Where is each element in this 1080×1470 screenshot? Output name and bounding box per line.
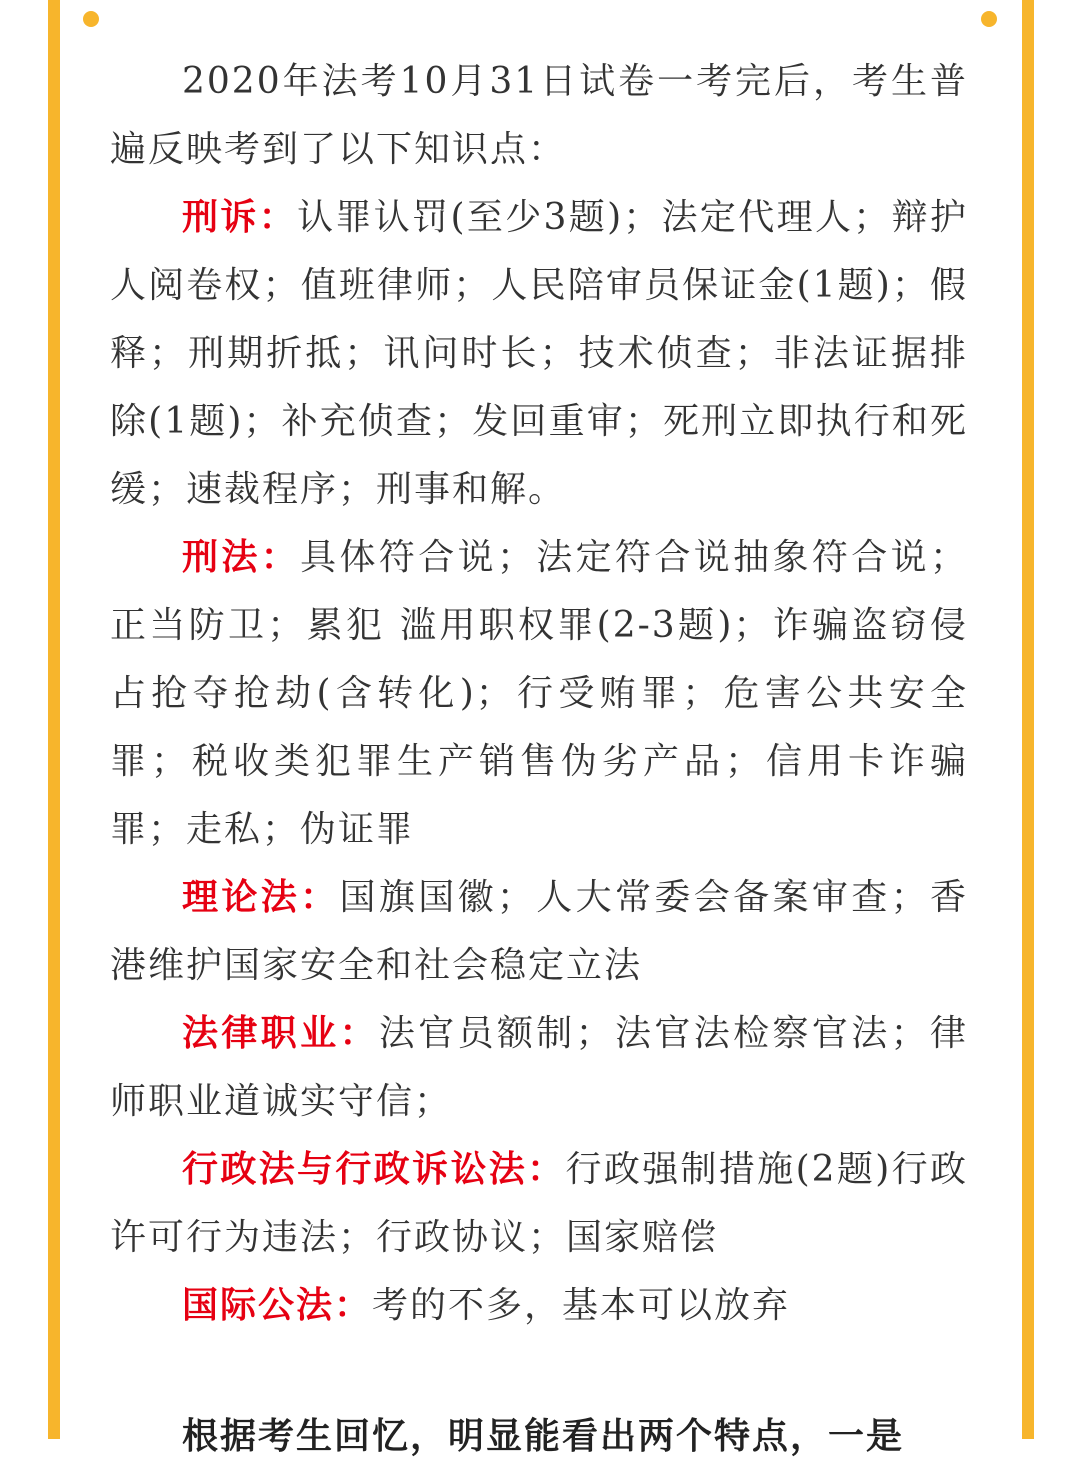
section-label: 刑法： [182, 537, 301, 578]
frame-left-border [48, 0, 60, 1439]
intro-paragraph: 2020年法考10月31日试卷一考完后，考生普遍反映考到了以下知识点： [110, 61, 968, 170]
section-text: 认罪认罚(至少3题)；法定代理人；辩护人阅卷权；值班律师；人民陪审员保证金(1题)；假释；刑期折抵；讯问时长；技术侦查；非法证据排除(1题)；补充侦查；发回重审；死刑立即执行和死缓；速裁程序；刑事和解。 [110, 197, 968, 510]
section-legal-theory [110, 864, 968, 1000]
section-text: 行政强制措施(2题)行政许可行为违法；行政协议；国家赔偿 [110, 1149, 968, 1258]
corner-dot-left [83, 11, 99, 27]
section-text: 考的不多，基本可以放弃 [372, 1285, 791, 1326]
article-body [110, 48, 968, 1340]
frame-right-border [1022, 0, 1034, 1439]
section-text: 法官员额制；法官法检察官法；律师职业道诚实守信； [110, 1013, 968, 1122]
section-text: 国旗国徽；人大常委会备案审查；香港维护国家安全和社会稳定立法 [110, 877, 968, 986]
section-label: 行政法与行政诉讼法： [182, 1149, 566, 1190]
trailing-paragraph-cut: 根据考生回忆，明显能看出两个特点，一是 [182, 1415, 905, 1457]
section-label: 法律职业： [182, 1013, 379, 1054]
section-criminal-procedure [110, 184, 968, 524]
section-label: 国际公法： [182, 1285, 373, 1326]
section-label: 理论法： [182, 877, 340, 918]
section-legal-profession [110, 1000, 968, 1136]
section-international-law [110, 1272, 968, 1340]
section-administrative-law [110, 1136, 968, 1272]
section-text: 具体符合说；法定符合说抽象符合说；正当防卫；累犯 滥用职权罪(2-3题)；诈骗盗窃侵占抢夺抢劫(含转化)；行受贿罪；危害公共安全罪；税收类犯罪生产销售伪劣产品；信用卡诈骗罪；走私；伪证罪 [110, 537, 968, 850]
section-criminal-law [110, 524, 968, 864]
section-label: 刑诉： [182, 197, 298, 238]
corner-dot-right [981, 11, 997, 27]
